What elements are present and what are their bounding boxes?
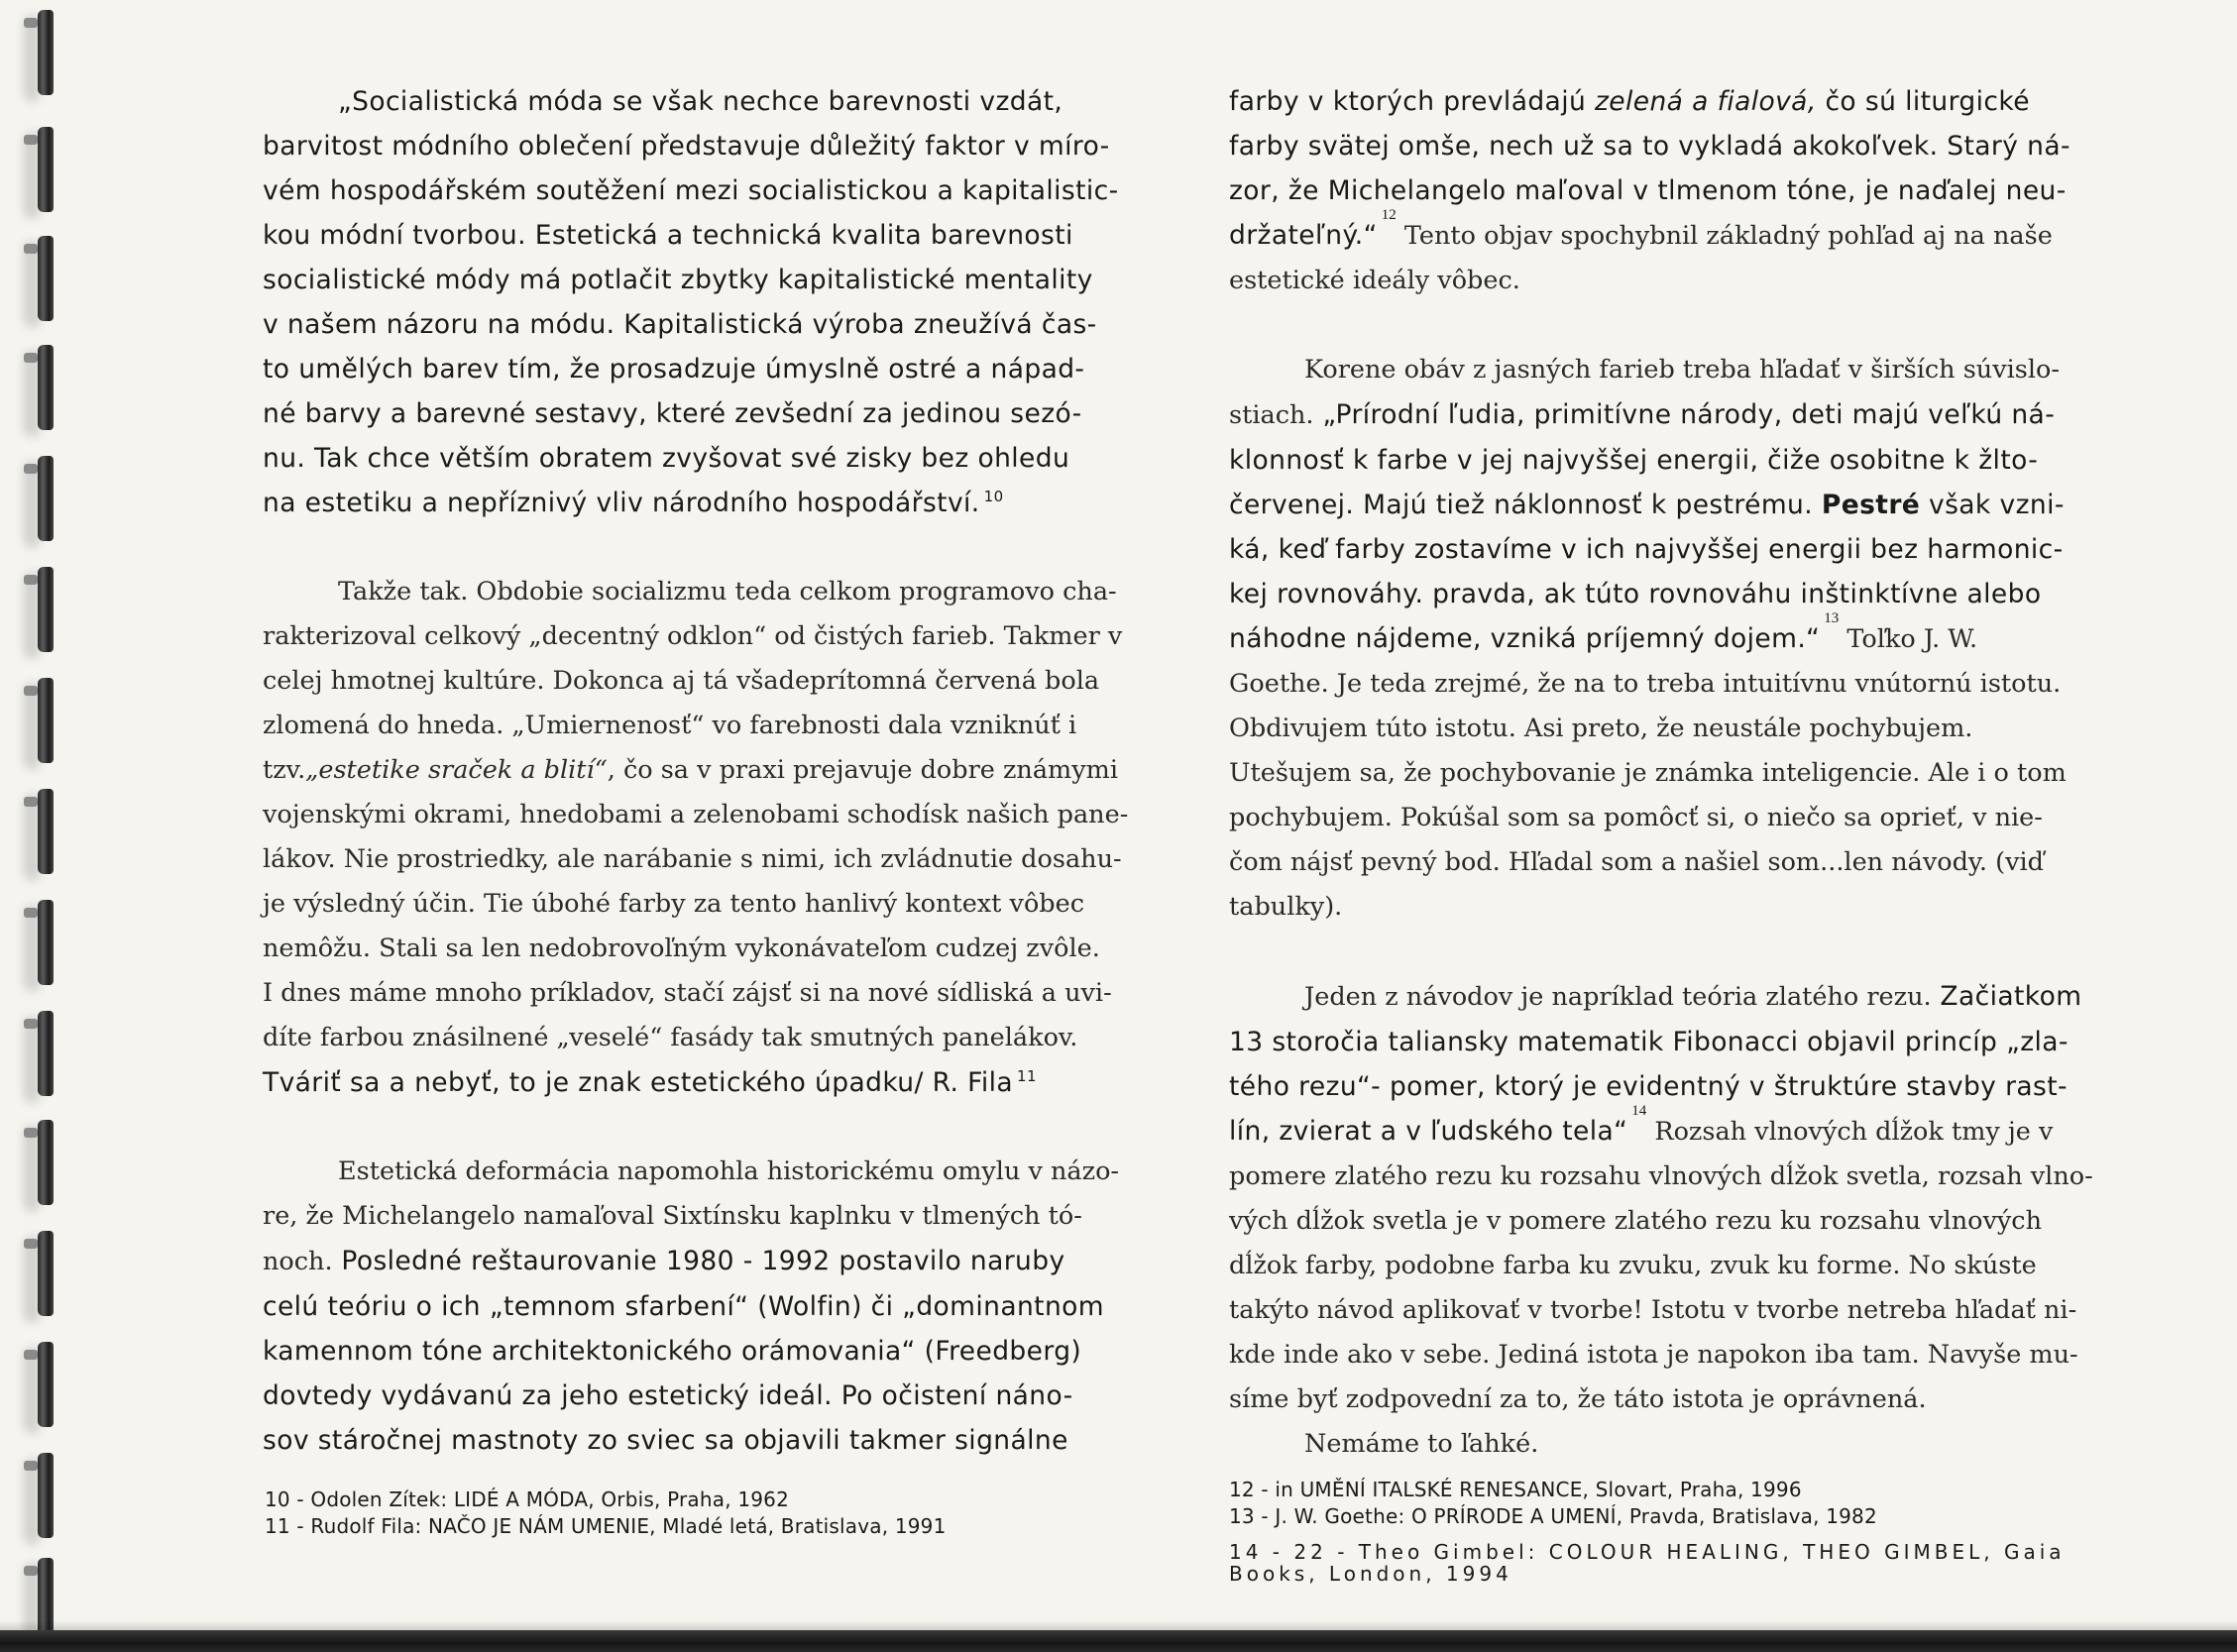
footnote-ref: 11 <box>1017 1067 1037 1085</box>
text-line: Korene obáv z jasných farieb treba hľadať v širších súvislo- <box>1304 355 2060 385</box>
text-line: tabulky). <box>1229 892 1343 922</box>
text-line: nemôžu. Stali sa len nedobrovoľným vykonávateľom cudzej zvôle. <box>263 934 1100 963</box>
footnote: 12 - in UMĚNÍ ITALSKÉ RENESANCE, Slovart, Praha, 1996 <box>1229 1478 1802 1501</box>
text-line: kde inde ako v sebe. Jediná istota je napokon iba tam. Navyše mu- <box>1229 1340 2078 1370</box>
text-fragment: lín, zvierat a v ľudského tela“ <box>1229 1116 1628 1147</box>
text-fragment: Tento objav spochybnil základný pohľad aj na naše <box>1396 221 2053 251</box>
footnote-ref: 10 <box>983 488 1004 505</box>
text-fragment: , čo sa v praxi prejavuje dobre známymi <box>607 755 1118 785</box>
text-line: I dnes máme mnoho príkladov, stačí zájsť si na nové sídliská a uvi- <box>263 978 1112 1008</box>
paragraph-liturgical-colors <box>1229 79 2101 303</box>
text-fragment: červenej. Majú tiež náklonnosť k pestrému. <box>1229 490 1822 520</box>
text-line: Takže tak. Obdobie socializmu teda celkom programovo cha- <box>338 577 1117 606</box>
text-fragment: tzv. <box>263 755 306 785</box>
binding-ring <box>38 456 54 541</box>
footnote-ref: 14 <box>1631 1103 1647 1119</box>
text-line <box>1229 974 2101 1020</box>
text-line: díte farbou znásilnené „veselé“ fasády tak smutných panelákov. <box>263 1023 1078 1052</box>
text-fragment: Posledné reštaurovanie 1980 - 1992 postavilo naruby <box>332 1246 1065 1276</box>
page-bottom-edge <box>0 1630 2237 1652</box>
paragraph-fashion-quote <box>263 79 1155 525</box>
text-line: kou módní tvorbou. Estetická a technická kvalita barevnosti <box>263 220 1073 251</box>
paragraph-goethe <box>1229 348 2101 930</box>
text-line: Obdivujem túto istotu. Asi preto, že neustále pochybujem. <box>1229 714 1973 743</box>
text-line: barvitost módního oblečení představuje důležitý faktor v míro- <box>263 131 1110 162</box>
text-line: zlomená do hneda. „Umiernenosť“ vo farebnosti dala vzniknúť i <box>263 711 1077 740</box>
text-fragment: „Prírodní ľudia, primitívne národy, deti majú veľkú ná- <box>1313 399 2056 430</box>
binding-ring <box>38 1231 54 1316</box>
text-line: rakterizoval celkový „decentný odklon“ od čistých farieb. Takmer v <box>263 621 1123 651</box>
text-line: vých dĺžok svetla je v pomere zlatého rezu ku rozsahu vlnových <box>1229 1206 2042 1236</box>
text-fragment: stiach. <box>1229 400 1314 430</box>
footnote-cut-off <box>1229 1541 2121 1551</box>
text-line: estetické ideály vôbec. <box>1229 266 1520 295</box>
binding-ring <box>38 1453 54 1538</box>
text-fragment: noch. <box>263 1247 333 1276</box>
paragraph-socialism <box>263 570 1155 1105</box>
text-fragment: Rozsah vlnových dĺžok tmy je v <box>1646 1117 2054 1147</box>
page-shadow <box>0 1620 2237 1630</box>
text-line <box>1229 392 2101 438</box>
binding-ring <box>38 567 54 652</box>
text-line <box>1229 610 2101 662</box>
text-line: re, že Michelangelo namaľoval Sixtínsku kaplnku v tlmených tó- <box>263 1201 1082 1231</box>
text-fragment: farby v ktorých prevládajú <box>1229 86 1595 117</box>
text-line: síme byť zodpovední za to, že táto istota je oprávnená. <box>1229 1384 1927 1414</box>
binding-ring <box>38 789 54 874</box>
text-line: nu. Tak chce větším obratem zvyšovat své zisky bez ohledu <box>263 443 1070 474</box>
paragraph-michelangelo <box>263 1150 1155 1463</box>
text-line: Estetická deformácia napomohla historickému omylu v názo- <box>338 1156 1120 1186</box>
text-line: takýto návod aplikovať v tvorbe! Istotu v tvorbe netreba hľadať ni- <box>1229 1295 2077 1325</box>
text-line: vém hospodářském soutěžení mezi socialistickou a kapitalistic- <box>263 175 1119 206</box>
text-line <box>263 1239 1155 1284</box>
text-line: ká, keď farby zostavíme v ich najvyššej energii bez harmonic- <box>1229 534 2064 565</box>
right-text-column <box>1229 79 2101 1467</box>
text-line: celú teóriu o ich „temnom sfarbení“ (Wolfin) či „dominantnom <box>263 1291 1104 1322</box>
text-line: lákov. Nie prostriedky, ale narábanie s nimi, ich zvládnutie dosahu- <box>263 844 1122 874</box>
text-fragment: držateľný.“ <box>1229 220 1378 251</box>
text-line: zor, že Michelangelo maľoval v tlmenom tóne, je naďalej neu- <box>1229 175 2067 206</box>
text-line: dĺžok farby, podobne farba ku zvuku, zvuk ku forme. No skúste <box>1229 1251 2037 1280</box>
text-line: farby svätej omše, nech už sa to vykladá akokoľvek. Starý ná- <box>1229 131 2070 162</box>
text-line: sov stáročnej mastnoty zo sviec sa objavili takmer signálne <box>263 1425 1068 1456</box>
footnote: 13 - J. W. Goethe: O PRÍRODE A UMENÍ, Pravda, Bratislava, 1982 <box>1229 1504 1877 1528</box>
binding-ring <box>38 345 54 430</box>
footnote: 10 - Odolen Zítek: LIDÉ A MÓDA, Orbis, Praha, 1962 <box>265 1487 790 1511</box>
text-fragment: Toľko J. W. <box>1839 624 1978 654</box>
text-line: kamennom tóne architektonického orámovania“ (Freedberg) <box>263 1336 1082 1367</box>
footnote-ref: 13 <box>1824 610 1840 626</box>
text-line <box>1229 207 2101 259</box>
spiral-binding <box>0 0 69 1652</box>
text-line: to umělých barev tím, že prosadzuje úmyslně ostré a nápad- <box>263 354 1085 385</box>
binding-ring <box>38 1011 54 1096</box>
text-line: 13 storočia taliansky matematik Fibonacci objavil princíp „zla- <box>1229 1027 2069 1057</box>
text-fragment: však vzni- <box>1920 490 2065 520</box>
binding-ring <box>38 900 54 985</box>
text-fragment: Začiatkom <box>1931 981 2082 1012</box>
text-line: tého rezu“- pomer, ktorý je evidentný v štruktúre stavby rast- <box>1229 1071 2068 1102</box>
text-line: „Socialistická móda se však nechce barevnosti vzdát, <box>338 86 1063 117</box>
text-line <box>1229 483 2101 527</box>
left-text-column <box>263 79 1155 1463</box>
footnotes-left <box>265 1487 947 1540</box>
italic-phrase: „estetike sraček a blití“ <box>305 755 608 785</box>
text-line: dovtedy vydávanú za jeho estetický ideál. Po očistení náno- <box>263 1380 1073 1411</box>
text-fragment: Jeden z návodov je napríklad teória zlatého rezu. <box>1304 982 1932 1012</box>
italic-phrase: zelená a fialová, <box>1594 86 1817 117</box>
text-line: né barvy a barevné sestavy, které zevšední za jedinou sezó- <box>263 398 1082 429</box>
text-line <box>1229 79 2101 124</box>
binding-ring <box>38 127 54 212</box>
text-line: socialistické módy má potlačit zbytky kapitalistické mentality <box>263 265 1093 295</box>
text-line <box>263 481 1155 525</box>
text-line: Utešujem sa, že pochybovanie je známka inteligencie. Ale i o tom <box>1229 758 2067 788</box>
text-fragment: čo sú liturgické <box>1816 86 2030 117</box>
footnote: 11 - Rudolf Fila: NAČO JE NÁM UMENIE, Mladé letá, Bratislava, 1991 <box>265 1514 947 1538</box>
text-line: v našem názoru na módu. Kapitalistická výroba zneužívá čas- <box>263 309 1097 340</box>
text-line: je výsledný účin. Tie úbohé farby za tento hanlivý kontext vôbec <box>263 889 1084 919</box>
binding-ring <box>38 1120 54 1205</box>
text-line: celej hmotnej kultúre. Dokonca aj tá všadeprítomná červená bola <box>263 666 1100 696</box>
binding-ring <box>38 1342 54 1427</box>
text-line: vojenskými okrami, hnedobami a zelenobami schodísk našich pane- <box>263 800 1129 829</box>
text-fragment: náhodne nájdeme, vzniká príjemný dojem.“ <box>1229 623 1821 654</box>
text-line <box>263 1060 1155 1105</box>
text-line: pomere zlatého rezu ku rozsahu vlnových dĺžok svetla, rozsah vlno- <box>1229 1161 2093 1191</box>
text-line: klonnosť k farbe v jej najvyššej energii, čiže osobitne k žlto- <box>1229 445 2039 476</box>
paragraph-golden-ratio <box>1229 974 2101 1467</box>
text-line: čom nájsť pevný bod. Hľadal som a našiel som...len návody. (viď <box>1229 847 2044 877</box>
text-fragment: na estetiku a nepříznivý vliv národního hospodářství. <box>263 488 980 518</box>
binding-ring <box>38 10 54 95</box>
footnote-ref: 12 <box>1381 207 1397 223</box>
text-line: Goethe. Je teda zrejmé, že na to treba intuitívnu vnútornú istotu. <box>1229 669 2062 699</box>
footnotes-right <box>1229 1477 1877 1530</box>
text-line <box>1229 1103 2101 1155</box>
text-line: pochybujem. Pokúšal som sa pomôcť si, o niečo sa oprieť, v nie- <box>1229 803 2043 832</box>
binding-ring <box>38 678 54 763</box>
quote-fila: Tváriť sa a nebyť, to je znak estetického úpadku/ R. Fila <box>263 1067 1013 1098</box>
text-line: kej rovnováhy. pravda, ak túto rovnováhu inštinktívne alebo <box>1229 579 2042 609</box>
text-line <box>263 748 1155 793</box>
text-line: Nemáme to ľahké. <box>1304 1429 1539 1459</box>
binding-ring <box>38 236 54 321</box>
bold-word: Pestré <box>1821 490 1921 520</box>
